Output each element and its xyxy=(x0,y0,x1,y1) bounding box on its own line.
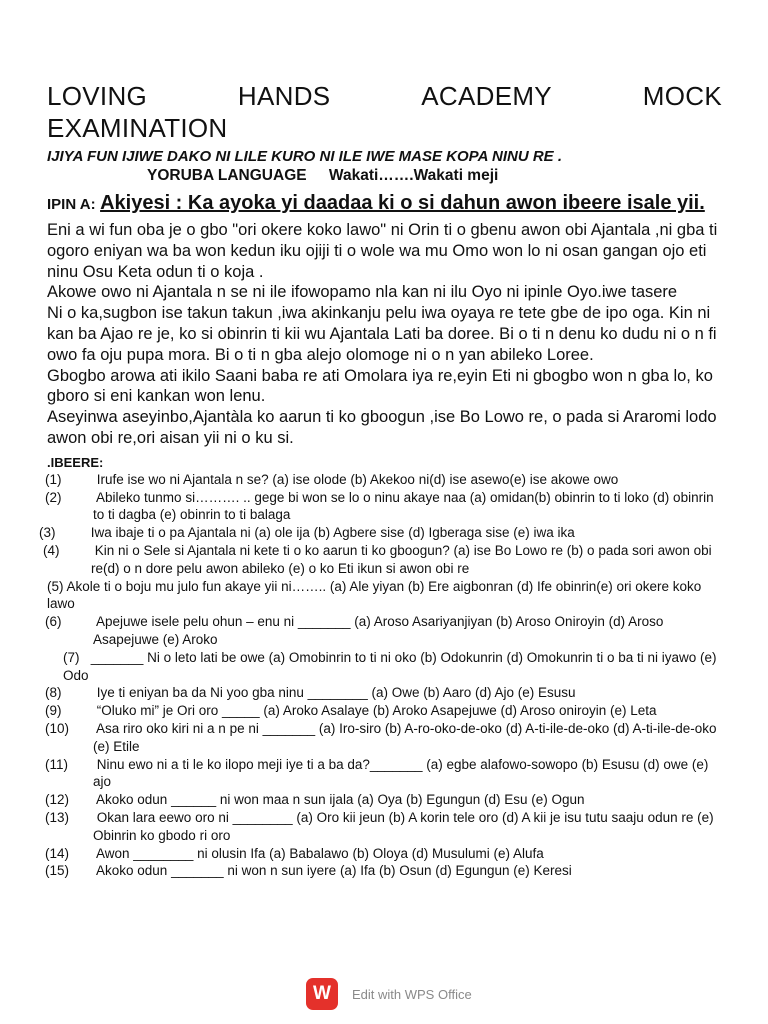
question-text: Akoko odun _______ ni won n sun iyere (a) Ifa (b) Osun (d) Egungun (e) Keresi xyxy=(96,863,572,879)
question-item xyxy=(47,845,722,863)
exam-title xyxy=(47,80,722,144)
passage-paragraph: Eni a wi fun oba je o gbo "ori okere koko lawo" ni Orin ti o gbenu awon obi Ajantala ,ni gba ti ogoro eniyan wa ba won kedun iku ojiji ti o wole wa mu Omo won lo ni osan gangan ojo eti ninu Osu Keta odun ti o koja . xyxy=(47,221,718,281)
passage-paragraph: Gbogbo arowa ati ikilo Saani baba re ati Omolara iya re,eyin Eti ni gbogbo won n gba lo, ko gboro si eni kankan won lenu. xyxy=(47,366,713,406)
question-number: (14) xyxy=(45,845,70,861)
question-item xyxy=(43,542,722,578)
question-item xyxy=(39,524,722,542)
section-label: IPIN A: xyxy=(47,196,96,213)
question-text: Abileko tunmo si………. .. gege bi won se lo o ninu akaye naa (a) omidan(b) obinrin to ti loko (d) obinrin to ti dagba (e) obinrin to ti balaga xyxy=(93,489,714,523)
question-number: (5) xyxy=(47,578,64,594)
passage xyxy=(47,220,722,449)
question-text: Apejuwe isele pelu ohun – enu ni _______ (a) Aroso Asariyanjiyan (b) Aroso Oniroyin (d) Aroso Asapejuwe (e) Aroko xyxy=(93,614,664,647)
section-heading: Akiyesi : Ka ayoka yi daadaa ki o si dahun awon ibeere isale yii. xyxy=(100,192,705,214)
question-item xyxy=(47,489,722,525)
question-text: Ninu ewo ni a ti le ko ilopo meji iye ti a ba da?_______ (a) egbe alafowo-sowopo (b) Esusu (d) owe (e) ajo xyxy=(93,756,709,790)
question-item xyxy=(47,702,722,720)
question-list xyxy=(39,471,722,880)
question-number: (6) xyxy=(45,614,62,630)
title-word: MOCK xyxy=(642,81,722,111)
document-page xyxy=(39,80,722,880)
title-word: LOVING xyxy=(47,81,148,111)
subject: YORUBA LANGUAGE xyxy=(147,167,307,184)
question-item xyxy=(47,684,722,702)
question-number: (13) xyxy=(45,809,70,825)
question-item xyxy=(47,649,722,685)
question-text: Kin ni o Sele si Ajantala ni kete ti o ko aarun ti ko gboogun? (a) ise Bo Lowo re (b) o pada sori awon obi re(d) o n dore pelu awon abileko (e) o ko Eti ikun si awon obi re xyxy=(91,542,712,576)
question-text: Awon ________ ni olusin Ifa (a) Babalawo (b) Oloya (d) Musulumi (e) Alufa xyxy=(96,845,544,861)
question-number: (2) xyxy=(45,489,62,505)
title-word: HANDS xyxy=(237,81,331,111)
question-text: Asa riro oko kiri ni a n pe ni _______ (a) Iro-siro (b) A-ro-oko-de-oko (d) A-ti-ile-de-oko (d) A-ti-ile-de-oko (e) Etile xyxy=(93,720,717,754)
question-text: Irufe ise wo ni Ajantala n se? (a) ise olode (b) Akekoo ni(d) ise asewo(e) ise akowe owo xyxy=(96,471,619,487)
passage-paragraph: Aseyinwa aseyinbo,Ajantàla ko aarun ti ko gboogun ,ise Bo Lowo re, o pada si Araromi lodo awon obi re,ori aisan yii ni o ku si. xyxy=(47,408,717,447)
title-line-2: EXAMINATION xyxy=(47,113,228,143)
question-number: (11) xyxy=(45,756,69,772)
question-text: “Oluko mi” je Ori oro _____ (a) Aroko Asalaye (b) Aroko Asapejuwe (d) Aroso oniroyin (e) Leta xyxy=(96,703,657,719)
question-item xyxy=(47,756,722,792)
question-item xyxy=(47,720,722,756)
question-item xyxy=(47,578,722,614)
instruction: IJIYA FUN IJIWE DAKO NI LILE KURO NI ILE IWE MASE KOPA NINU RE . xyxy=(47,148,563,165)
question-number: (12) xyxy=(45,792,70,808)
questions-label: .IBEERE: xyxy=(47,454,104,470)
question-number: (4) xyxy=(43,542,60,558)
question-text: _______ Ni o leto lati be owe (a) Omobinrin to ti ni oko (b) Odokunrin (d) Omokunrin ti o ba ti ni iyawo (e) Odo xyxy=(63,649,717,683)
wps-logo-icon: W xyxy=(306,978,338,1010)
question-text: Akoko odun ______ ni won maa n sun ijala (a) Oya (b) Egungun (d) Esu (e) Ogun xyxy=(96,792,585,808)
question-text: Iwa ibaje ti o pa Ajantala ni (a) ole ija (b) Agbere sise (d) Igberaga sise (e) iwa ika xyxy=(90,525,575,541)
question-number: (9) xyxy=(45,703,62,719)
watermark-text: Edit with WPS Office xyxy=(352,986,472,1002)
question-number: (15) xyxy=(45,863,70,879)
question-text: Iye ti eniyan ba da Ni yoo gba ninu ________ (a) Owe (b) Aaro (d) Ajo (e) Esusu xyxy=(96,685,576,701)
question-item xyxy=(47,613,722,649)
passage-paragraph: Ni o ka,sugbon ise takun takun ,iwa akinkanju pelu iwa oyaya re tete gbe de ipo oga. Kin ni kan ba Ajao re je, ko si obinrin ti kii wu Ajantala Lati ba doree. Bi o ti n denu ko dudu ni o n fi owo fa oju pupa mora. Bi o ti n gba alejo olomoge ni o n yan abileko Loree. xyxy=(47,304,717,364)
question-item xyxy=(47,809,722,845)
question-item xyxy=(47,791,722,809)
question-number: (1) xyxy=(45,471,62,487)
question-number: (7) xyxy=(63,649,80,665)
time-allowed: Wakati…….Wakati meji xyxy=(328,167,499,184)
question-number: (10) xyxy=(45,720,70,736)
wps-watermark xyxy=(306,978,472,1010)
title-word: ACADEMY xyxy=(421,81,552,111)
question-item xyxy=(47,471,722,489)
question-number: (8) xyxy=(45,685,62,701)
section-header xyxy=(47,190,722,218)
question-item xyxy=(47,862,722,880)
question-number: (3) xyxy=(39,525,56,541)
question-text: Okan lara eewo oro ni ________ (a) Oro kii jeun (b) A korin tele oro (d) A kii je isu tutu saaju odun re (e) Obinrin ko gbodo ri oro xyxy=(93,809,714,843)
subject-line xyxy=(147,166,722,186)
question-text: Akole ti o boju mu julo fun akaye yii ni…….. (a) Ale yiyan (b) Ere aigbonran (d) Ife obinrin(e) ori okere koko lawo xyxy=(47,578,702,612)
passage-paragraph: Akowe owo ni Ajantala n se ni ile ifowopamo nla kan ni ilu Oyo ni ipinle Oyo.iwe tasere xyxy=(47,283,678,302)
